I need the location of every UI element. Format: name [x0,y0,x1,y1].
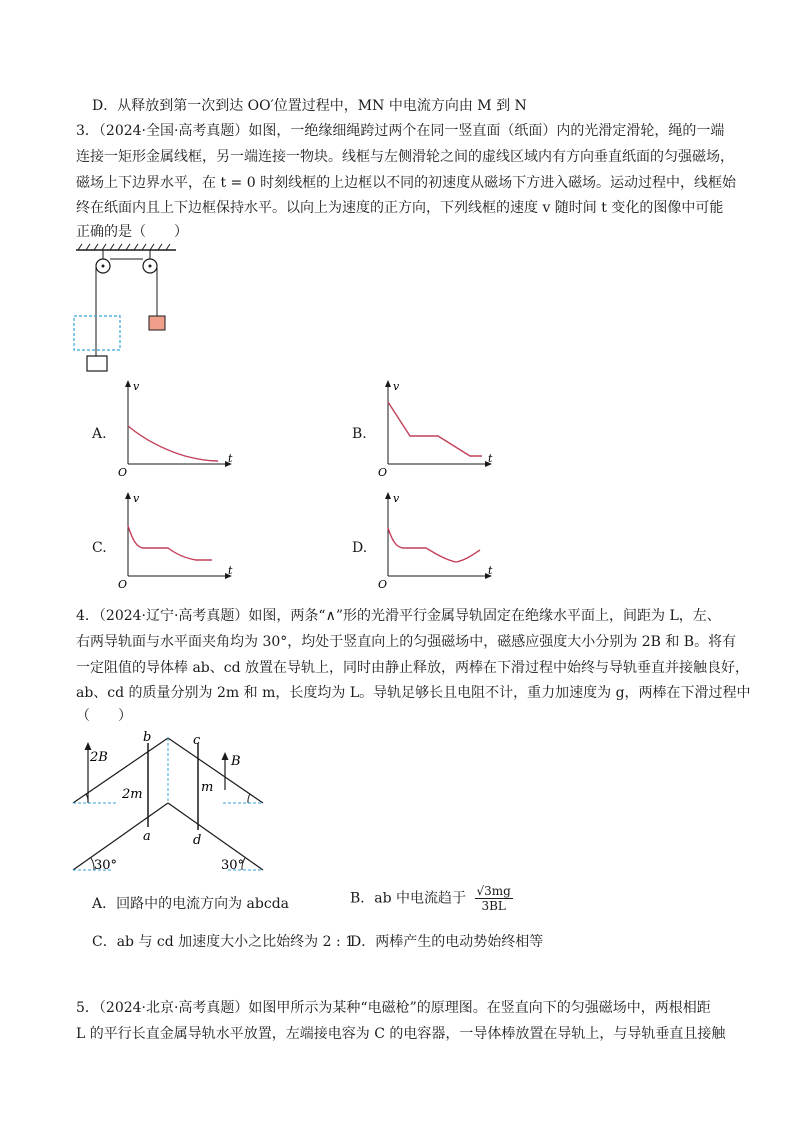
q4-option-a: A．回路中的电流方向为 abcda [92,896,290,912]
graph-d-curve [388,528,480,562]
q4-option-c: C．ab 与 cd 加速度大小之比始终为 2 : 1 [92,934,355,950]
graph-c-curve [128,526,212,560]
fraction-numerator: √3mg [476,884,511,898]
label-c: c [193,733,201,748]
q4-option-b-fraction [475,884,513,913]
graph-b [370,378,500,478]
q4-line-1: 4．（2024·辽宁·高考真题）如图，两条“∧”形的光滑平行金属导轨固定在绝缘水平面上，间距为 L，左、 [76,608,721,624]
q3-line-1: 3．（2024·全国·高考真题）如图，一绝缘细绳跨过两个在同一竖直面（纸面）内的光滑定滑轮，绳的一端 [76,123,725,139]
q3-pulley-figure [70,244,180,374]
graph-a-origin: O [118,466,128,479]
graph-a-v: v [133,380,140,393]
label-2m: 2m [122,787,143,802]
magnetic-field-region [74,316,120,350]
graph-d-v: v [393,492,400,505]
q4-line-5: （ ） [76,708,132,724]
graph-b-origin: O [378,466,388,479]
graph-c-v: v [133,492,140,505]
graph-c-origin: O [118,578,128,591]
graph-a-curve [128,426,218,461]
q4-rail-figure [68,728,273,876]
graph-a-label: A. [92,426,107,442]
label-angle-left: 30° [94,858,118,873]
graph-b-v: v [393,380,400,393]
graph-d-label: D. [352,540,368,556]
q4-option-b-text: B．ab 中电流趋于 [350,890,467,907]
label-d: d [193,833,202,848]
q4-option-d: D．两棒产生的电动势始终相等 [350,934,544,950]
fraction-denominator: 3BL [481,899,506,913]
q2-option-d: D．从释放到第一次到达 OO′位置过程中，MN 中电流方向由 M 到 N [92,98,527,114]
q4-line-3: 一定阻值的导体棒 ab、cd 放置在导轨上，同时由静止释放，两棒在下滑过程中始终与导轨垂直并接触良好， [76,660,750,676]
graph-b-t: t [488,452,493,465]
graph-c [110,490,240,590]
graph-b-curve [388,402,482,456]
label-B: B [231,754,241,769]
block-weight [149,316,165,330]
graph-d [370,490,500,590]
label-angle-right: 30° [221,858,245,873]
q5-line-1: 5．（2024·北京·高考真题）如图甲所示为某种“电磁枪”的原理图。在竖直向下的匀强磁场中，两根相距 [76,1000,711,1016]
q4-option-b [350,884,513,913]
q3-line-4: 终在纸面内且上下边框保持水平。以向上为速度的正方向，下列线框的速度 v 随时间 t 变化的图像中可能 [76,200,724,216]
q3-line-2: 连接一矩形金属线框，另一端连接一物块。线框与左侧滑轮之间的虚线区域内有方向垂直纸面的匀强磁场， [76,149,734,165]
label-a: a [143,829,151,844]
graph-c-label: C. [92,540,107,556]
graph-a [110,378,240,478]
q4-line-4: ab、cd 的质量分别为 2m 和 m，长度均为 L。导轨足够长且电阻不计，重力加速度为 g，两棒在下滑过程中 [76,685,751,701]
label-b: b [143,730,152,745]
q3-line-5: 正确的是（ ） [76,224,188,240]
graph-c-t: t [228,564,233,577]
q4-line-2: 右两导轨面与水平面夹角均为 30°，均处于竖直向上的匀强磁场中，磁感应强度大小分别为 2B 和 B。将有 [76,634,737,650]
graph-b-label: B. [352,426,367,442]
graph-a-t: t [228,452,233,465]
q3-line-3: 磁场上下边界水平，在 t = 0 时刻线框的上边框以不同的初速度从磁场下方进入磁场。运动过程中，线框始 [76,175,737,191]
graph-d-t: t [488,564,493,577]
metal-frame [87,356,107,371]
label-2B: 2B [90,750,108,765]
q5-line-2: L 的平行长直金属导轨水平放置，左端接电容为 C 的电容器，一导体棒放置在导轨上，与导轨垂直且接触 [76,1026,726,1042]
label-m: m [201,780,214,795]
graph-d-origin: O [378,578,388,591]
